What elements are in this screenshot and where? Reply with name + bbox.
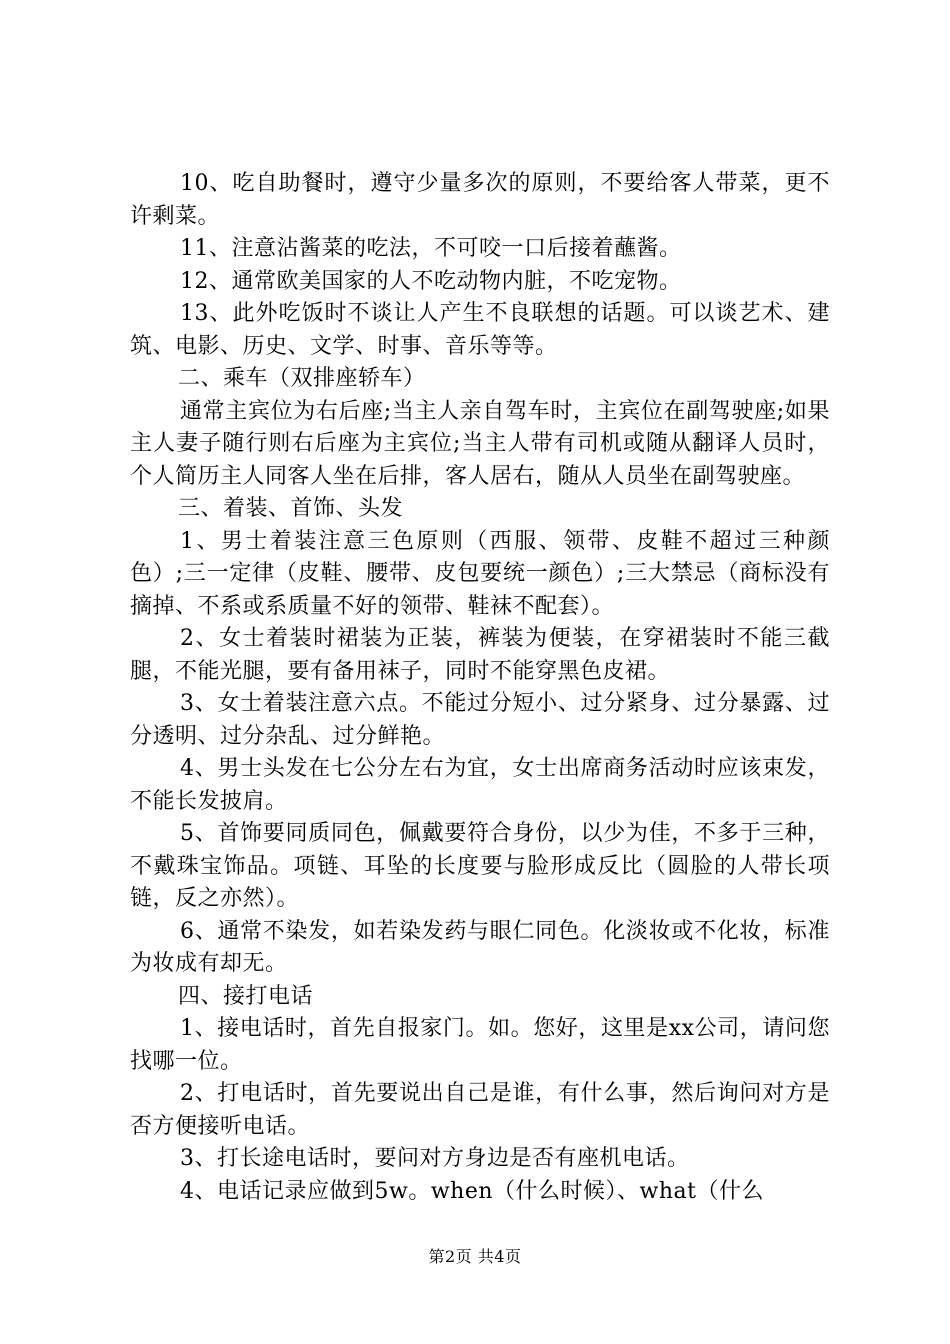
paragraph-hair: 4、男士头发在七公分左右为宜，女士出席商务活动时应该束发，不能长发披肩。 — [130, 756, 830, 814]
paragraph-buffet-rule: 10、吃自助餐时，遵守少量多次的原则，不要给客人带菜，更不许剩菜。 — [130, 171, 830, 229]
paragraph-answering-calls: 1、接电话时，首先自报家门。如。您好，这里是xx公司，请问您找哪一位。 — [130, 1016, 830, 1074]
paragraph-men-attire: 1、男士着装注意三色原则（西服、领带、皮鞋不超过三种颜色）;三一定律（皮鞋、腰带、皮包要统一颜色）;三大禁忌（商标没有摘掉、不系或系质量不好的领带、鞋袜不配套）。 — [130, 528, 830, 619]
section-heading-attire: 三、着装、首饰、头发 — [178, 496, 404, 521]
paragraph-women-six-points: 3、女士着装注意六点。不能过分短小、过分紧身、过分暴露、过分透明、过分杂乱、过分鲜艳。 — [130, 691, 830, 749]
paragraph-call-records: 4、电话记录应做到5w。when（什么时候）、what（什么 — [180, 1178, 764, 1204]
document-body — [130, 168, 830, 1208]
paragraph-long-distance-calls: 3、打长途电话时，要问对方身边是否有座机电话。 — [180, 1146, 690, 1171]
paragraph-western-diet-rule: 12、通常欧美国家的人不吃动物内脏，不吃宠物。 — [180, 268, 682, 294]
section-heading-riding-car: 二、乘车（双排座轿车） — [178, 366, 426, 391]
paragraph-women-skirt: 2、女士着装时裙装为正装，裤装为便装，在穿裙装时不能三截腿，不能光腿，要有备用袜子，同时不能穿黑色皮裙。 — [130, 626, 830, 684]
section-heading-phone-calls: 四、接打电话 — [178, 983, 314, 1009]
paragraph-making-calls: 2、打电话时，首先要说出自己是谁，有什么事，然后询问对方是否方便接听电话。 — [130, 1081, 830, 1139]
paragraph-dipping-sauce-rule: 11、注意沾酱菜的吃法，不可咬一口后接着蘸酱。 — [180, 236, 682, 261]
paragraph-jewelry: 5、首饰要同质同色，佩戴要符合身份，以少为佳，不多于三种，不戴珠宝饰品。项链、耳坠的长度要与脸形成反比（圆脸的人带长项链，反之亦然）。 — [130, 821, 830, 911]
paragraph-seating-order: 通常主宾位为右后座;当主人亲自驾车时，主宾位在副驾驶座;如果主人妻子随行则右后座为主宾位;当主人带有司机或随从翻译人员时，个人简历主人同客人坐在后排，客人居右，随从人员坐在副驾驶座。 — [130, 398, 830, 489]
paragraph-conversation-topics-rule: 13、此外吃饭时不谈让人产生不良联想的话题。可以谈艺术、建筑、电影、历史、文学、时事、音乐等等。 — [130, 301, 830, 359]
paragraph-hair-dye-makeup: 6、通常不染发，如若染发药与眼仁同色。化淡妆或不化妆，标准为妆成有却无。 — [130, 918, 830, 976]
page-number-footer: 第2页 共4页 — [428, 1247, 522, 1266]
